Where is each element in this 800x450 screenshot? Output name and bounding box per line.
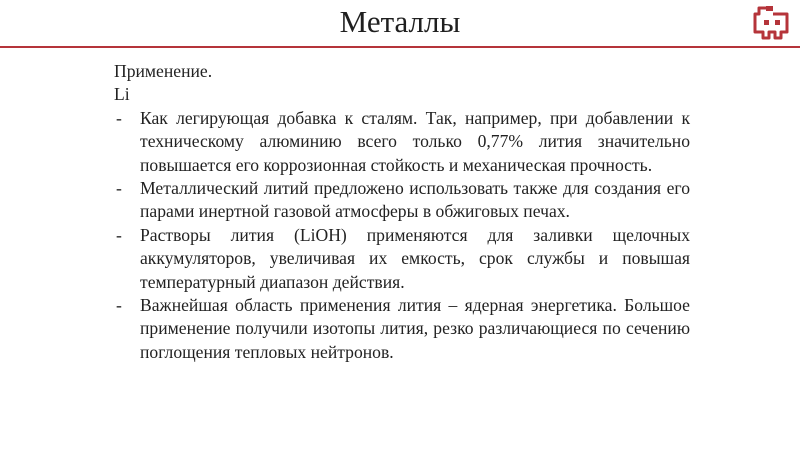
bullet-text: Как легирующая добавка к сталям. Так, например, при добавлении к техническому алюминию всего только 0,77% лития значительно повышается его коррозионная стойкость и механическая прочность. (140, 107, 690, 175)
element-symbol: Li (114, 84, 130, 105)
bullet-item (114, 294, 690, 364)
bullet-text: Растворы лития (LiOH) применяются для заливки щелочных аккумуляторов, увеличивая их емкость, срок службы и повышая температурный диапазон действия. (140, 224, 690, 292)
bullet-text: Важнейшая область применения лития – ядерная энергетика. Большое применение получили изотопы лития, резко различающиеся по сечению поглощения тепловых нейтронов. (140, 295, 690, 362)
bullet-marker: - (116, 295, 122, 316)
bullet-marker: - (116, 178, 122, 199)
bullet-marker: - (116, 107, 122, 128)
bullet-item (114, 107, 690, 177)
header-divider (0, 46, 800, 48)
robot-logo-icon (753, 6, 789, 40)
slide-content (114, 60, 690, 364)
slide-header (0, 0, 800, 46)
bullet-item (114, 224, 690, 294)
slide-title: Металлы (339, 4, 461, 39)
usage-bullet-list (114, 107, 690, 364)
bullet-marker: - (116, 224, 122, 245)
section-heading: Применение. (114, 61, 213, 81)
bullet-text: Металлический литий предложено использовать также для создания его парами инертной газовой атмосферы в обжиговых печах. (140, 178, 690, 222)
bullet-item (114, 177, 690, 224)
